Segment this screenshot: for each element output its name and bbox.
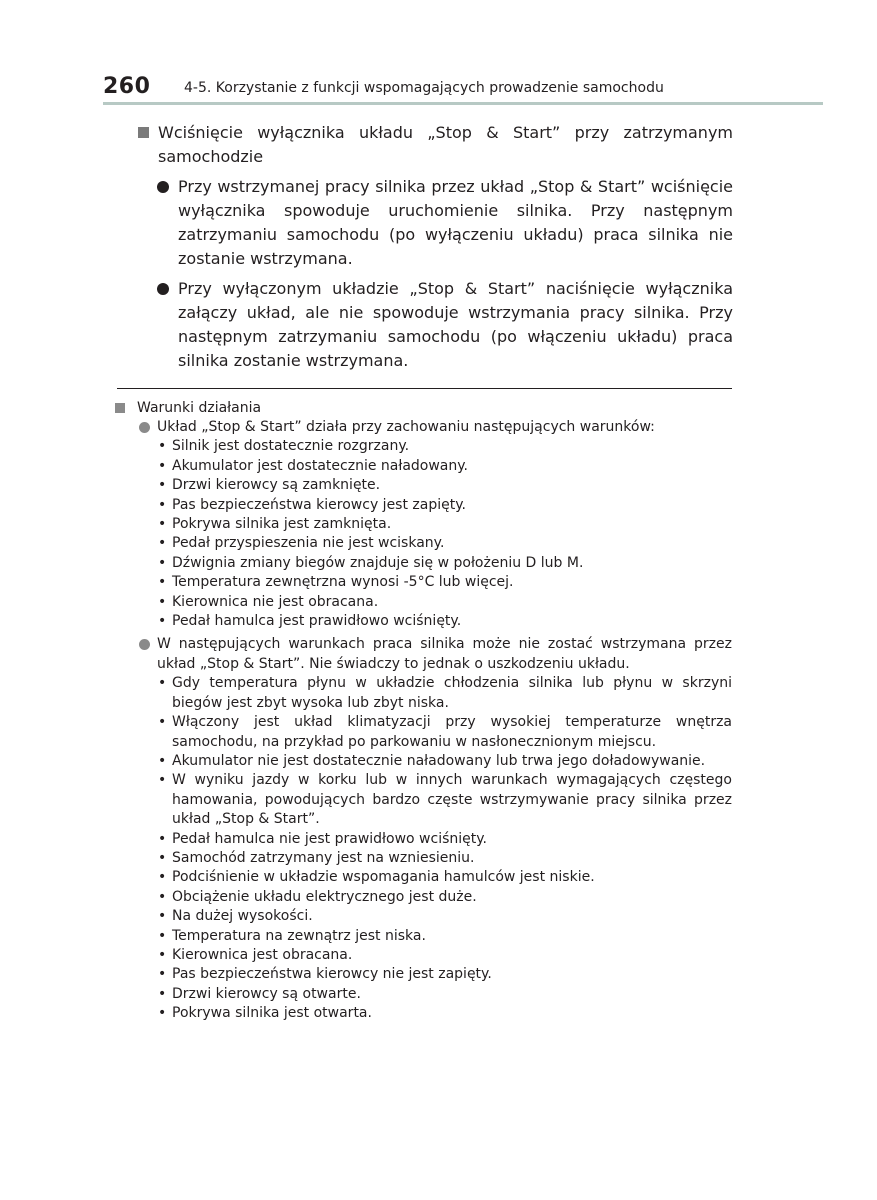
round-bullet-icon bbox=[157, 181, 169, 193]
list-item: • Samochód zatrzymany jest na wzniesieniu. bbox=[115, 849, 732, 868]
page-number: 260 bbox=[103, 74, 151, 99]
list-item: • Dźwignia zmiany biegów znajduje się w położeniu D lub M. bbox=[115, 554, 732, 573]
list-item: • Obciążenie układu elektrycznego jest duże. bbox=[115, 888, 732, 907]
list-item: • Pokrywa silnika jest otwarta. bbox=[115, 1004, 732, 1023]
list-item-text: Przy wstrzymanej pracy silnika przez układ „Stop & Start” wciśnięcie wyłącznika spowoduje uruchomienie silnika. Przy następnym zatrzymaniu samochodu (po wyłączeniu układu) praca silnika nie zostanie wstrzymana. bbox=[178, 177, 733, 268]
condition-block bbox=[115, 635, 732, 674]
list-item: • Drzwi kierowcy są zamknięte. bbox=[115, 476, 732, 495]
list-item: • Podciśnienie w układzie wspomagania hamulców jest niskie. bbox=[115, 868, 732, 887]
round-bullet-icon bbox=[139, 639, 150, 650]
list-item: • Włączony jest układ klimatyzacji przy wysokiej temperaturze wnętrza samochodu, na przykład po parkowaniu w nasłonecznionym miejscu. bbox=[115, 713, 732, 752]
list-item: • Akumulator nie jest dostatecznie naładowany lub trwa jego doładowywanie. bbox=[115, 752, 732, 771]
condition-block bbox=[115, 418, 732, 437]
section-operating-conditions bbox=[115, 398, 732, 1024]
header-rule bbox=[103, 102, 823, 105]
section-stop-start-switch bbox=[138, 121, 733, 379]
list-item: • Temperatura zewnętrzna wynosi -5°C lub więcej. bbox=[115, 573, 732, 592]
list-item: • Pedał hamulca jest prawidłowo wciśnięty. bbox=[115, 612, 732, 631]
list-item: • Temperatura na zewnątrz jest niska. bbox=[115, 927, 732, 946]
list-item: • Pedał przyspieszenia nie jest wciskany. bbox=[115, 534, 732, 553]
list-item: • W wyniku jazdy w korku lub w innych warunkach wymagających częstego hamowania, powodujących bardzo częste wstrzymywanie pracy silnika przez układ „Stop & Start”. bbox=[115, 771, 732, 829]
section-heading bbox=[138, 121, 733, 169]
page-header bbox=[0, 70, 877, 110]
section-divider bbox=[117, 388, 732, 389]
list-item bbox=[138, 277, 733, 373]
list-item: • Pedał hamulca nie jest prawidłowo wciśnięty. bbox=[115, 830, 732, 849]
square-bullet-icon bbox=[115, 403, 125, 413]
section-list bbox=[138, 175, 733, 373]
condition-list bbox=[115, 674, 732, 1023]
list-item: • Kierownica nie jest obracana. bbox=[115, 593, 732, 612]
round-bullet-icon bbox=[157, 283, 169, 295]
list-item: • Gdy temperatura płynu w układzie chłodzenia silnika lub płynu w skrzyni biegów jest zbyt wysoka lub zbyt niska. bbox=[115, 674, 732, 713]
list-item bbox=[138, 175, 733, 271]
list-item: • Pas bezpieczeństwa kierowcy nie jest zapięty. bbox=[115, 965, 732, 984]
list-item: • Pokrywa silnika jest zamknięta. bbox=[115, 515, 732, 534]
list-item-text: Przy wyłączonym układzie „Stop & Start” naciśnięcie wyłącznika załączy układ, ale nie spowoduje wstrzymania pracy silnika. Przy następnym zatrzymaniu samochodu (po włączeniu układu) praca silnika zostanie wstrzymana. bbox=[178, 279, 733, 370]
list-item: • Akumulator jest dostatecznie naładowany. bbox=[115, 457, 732, 476]
list-item: • Pas bezpieczeństwa kierowcy jest zapięty. bbox=[115, 496, 732, 515]
condition-list bbox=[115, 437, 732, 631]
section-heading-text: Warunki działania bbox=[137, 400, 262, 416]
list-item: • Silnik jest dostatecznie rozgrzany. bbox=[115, 437, 732, 456]
condition-text: Układ „Stop & Start” działa przy zachowaniu następujących warunków: bbox=[157, 419, 655, 435]
square-bullet-icon bbox=[138, 127, 149, 138]
section-heading bbox=[115, 398, 732, 418]
round-bullet-icon bbox=[139, 422, 150, 433]
list-item: • Drzwi kierowcy są otwarte. bbox=[115, 985, 732, 1004]
section-heading-text: Wciśnięcie wyłącznika układu „Stop & Start” przy zatrzymanym samochodzie bbox=[158, 123, 733, 166]
chapter-title: 4-5. Korzystanie z funkcji wspomagających prowadzenie samochodu bbox=[184, 80, 664, 96]
list-item: • Kierownica jest obracana. bbox=[115, 946, 732, 965]
condition-text: W następujących warunkach praca silnika może nie zostać wstrzymana przez układ „Stop & Start”. Nie świadczy to jednak o uszkodzeniu układu. bbox=[157, 636, 732, 672]
list-item: • Na dużej wysokości. bbox=[115, 907, 732, 926]
